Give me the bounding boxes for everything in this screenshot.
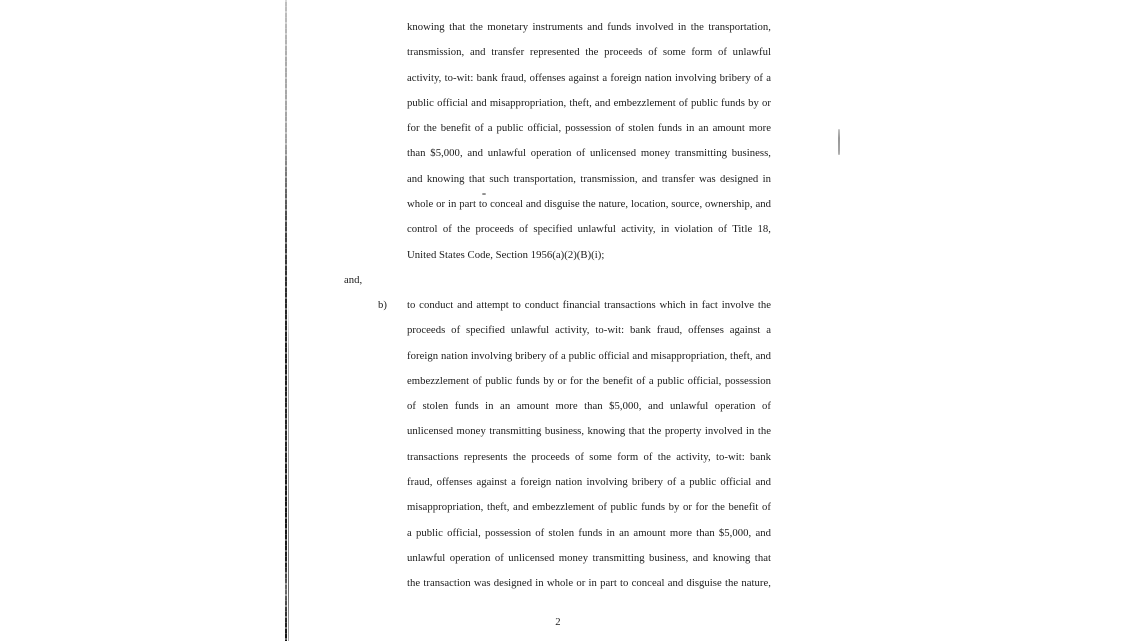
paragraph-b [407, 293, 771, 597]
text-line: fraud, offenses against a foreign nation involving bribery of a public official and [407, 476, 771, 489]
paragraph-a [407, 15, 771, 268]
binding-edge-line [285, 0, 287, 641]
text-line: the transaction was designed in whole or in part to conceal and disguise the nature, [407, 577, 771, 590]
text-line: public official and misappropriation, theft, and embezzlement of public funds by or [407, 96, 771, 109]
paragraph-b-label: b) [378, 299, 387, 311]
text-line: a public official, possession of stolen funds in an amount more than $5,000, and [407, 526, 771, 539]
scan-artifact-mark [838, 129, 840, 155]
text-line: control of the proceeds of specified unlawful activity, in violation of Title 18, [407, 223, 771, 236]
text-line: unlawful operation of unlicensed money transmitting business, and knowing that [407, 551, 771, 564]
connector-and: and, [344, 274, 363, 286]
text-line: embezzlement of public funds by or for the benefit of a public official, possession [407, 374, 771, 387]
text-line: foreign nation involving bribery of a public official and misappropriation, theft, and [407, 349, 771, 362]
text-line: to conduct and attempt to conduct financial transactions which in fact involve the [407, 299, 771, 311]
text-line: unlicensed money transmitting business, knowing that the property involved in the [407, 425, 771, 438]
text-line: misappropriation, theft, and embezzlement of public funds by or for the benefit of [407, 501, 771, 514]
text-line: of stolen funds in an amount more than $5,000, and unlawful operation of [407, 400, 771, 413]
text-line: United States Code, Section 1956(a)(2)(B)(i); [407, 248, 605, 261]
text-line: transactions represents the proceeds of some form of the activity, to-wit: bank [407, 450, 771, 463]
text-line: whole or in part to conceal and disguise the nature, location, source, ownership, and [407, 198, 771, 211]
text-line: proceeds of specified unlawful activity, to-wit: bank fraud, offenses against a [407, 324, 771, 337]
text-line: than $5,000, and unlawful operation of unlicensed money transmitting business, [407, 147, 771, 160]
binding-edge-secondary-line [288, 300, 289, 641]
page-number: 2 [555, 616, 561, 628]
text-line: activity, to-wit: bank fraud, offenses against a foreign nation involving bribery of a [407, 71, 771, 84]
text-line: knowing that the monetary instruments and funds involved in the transportation, [407, 21, 771, 33]
text-line: transmission, and transfer represented the proceeds of some form of unlawful [407, 46, 771, 59]
text-line: and knowing that such transportation, transmission, and transfer was designed in [407, 172, 771, 185]
text-line: for the benefit of a public official, possession of stolen funds in an amount more [407, 122, 771, 135]
